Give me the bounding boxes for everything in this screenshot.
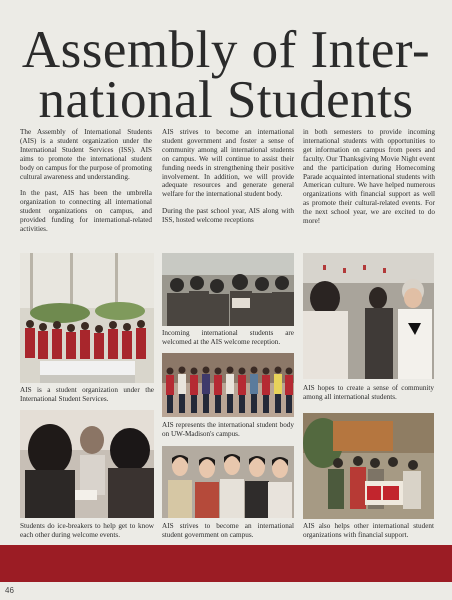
page-title-line-1: Assembly of Inter- [21,21,431,79]
page-title-line-2: national Students [38,71,414,129]
text-column-1 [20,128,152,242]
caption-photo-7: AIS also helps other international student organizations with financial support. [303,522,434,539]
photo-community [303,253,434,379]
photo-homecoming-parade [303,413,434,519]
caption-photo-6: AIS hopes to create a sense of community among all international students. [303,384,434,401]
footer-accent-band [0,545,452,582]
photo-student-government [162,446,294,518]
caption-photo-4: AIS represents the international student body on UW-Madison's campus. [162,421,294,438]
text-column-3 [303,128,435,234]
photo-welcome-reception [162,253,294,326]
photo-group-lineup [162,353,294,417]
page-number: 46 [5,586,14,595]
photo-group-atrium [20,253,154,383]
body-paragraph-3: AIS strives to become an international student government and foster a sense of community among all international students on campus. We will continue to assist their funding needs in strengthening their positive involvement. In addition, we will provide adequate resources and generate general welfare for the international student body. [162,128,294,199]
caption-photo-5: AIS strives to become an international student government on campus. [162,522,294,539]
caption-photo-2: Students do ice-breakers to help get to know each other during welcome events. [20,522,154,539]
text-column-2 [162,128,294,233]
body-paragraph-2: In the past, AIS has been the umbrella organization to connecting all international student organizations on campus, and provided funding for international-related activities. [20,189,152,234]
body-paragraph-4: During the past school year, AIS along with ISS, hosted welcome receptions [162,207,294,225]
body-paragraph-5: in both semesters to provide incoming international students with opportunities to get information on campus from peers and faculty. Our Thanksgiving Movie Night event and the participation during Homecoming Parade acquainted international students with American culture. We have helped numerous organizations with financial support as well as promote their cultural-related events. For the next school year, we are excited to do more! [303,128,435,226]
caption-photo-3: Incoming international students are welcomed at the AIS welcome reception. [162,329,294,346]
caption-photo-1: AIS is a student organization under the International Student Services. [20,386,154,403]
photo-ice-breakers [20,410,154,518]
body-paragraph-1: The Assembly of International Students (AIS) is a student organization under the International Student Services (ISS). AIS aims to promote the international student body on campus for the purpose of promoting cultural awareness and understanding. [20,128,152,181]
